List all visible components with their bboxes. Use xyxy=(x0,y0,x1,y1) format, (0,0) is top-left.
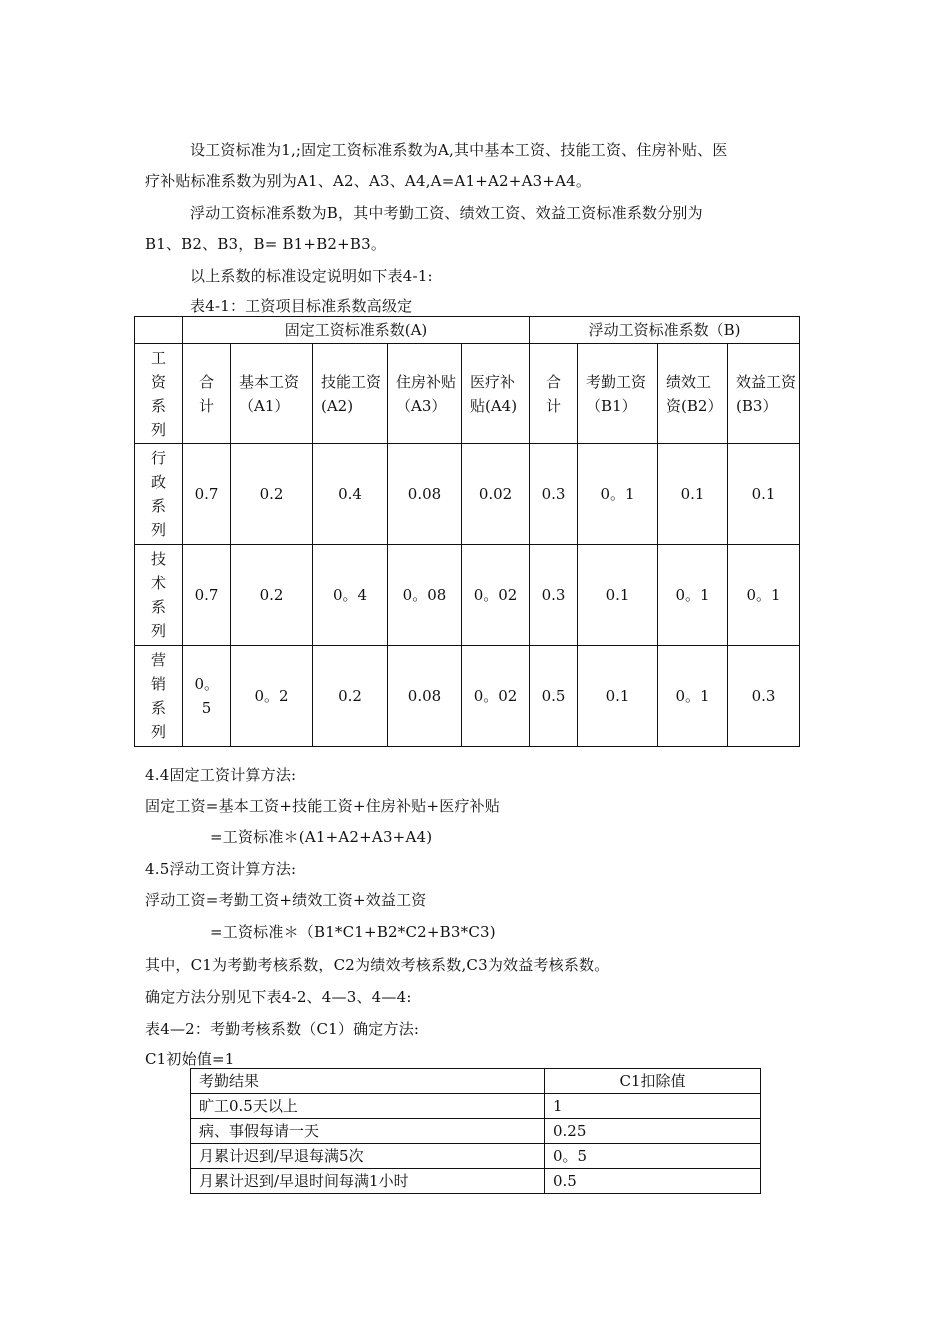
intro-paragraph-2-line-1: 浮动工资标准系数为B，其中考勤工资、绩效工资、效益工资标准系数分别为 xyxy=(190,204,703,222)
table1-cell: 0。2 xyxy=(231,646,313,747)
table1-cell: 0。1 xyxy=(578,444,658,545)
table1-cell: 0.02 xyxy=(462,444,530,545)
table1-cell: 0。1 xyxy=(658,545,728,646)
table-row xyxy=(191,1119,761,1144)
table1-col-total-b xyxy=(530,344,578,444)
table1-cell: 0.7 xyxy=(183,545,231,646)
table1-cell: 0.1 xyxy=(728,444,800,545)
table1-cell: 0.1 xyxy=(658,444,728,545)
table1-cell xyxy=(183,646,231,747)
table1-corner-cell xyxy=(135,317,183,344)
table1-group-float: 浮动工资标准系数（B) xyxy=(530,317,800,344)
table1-row-name xyxy=(135,646,183,747)
table1-caption: 表4-1：工资项目标准系数高级定 xyxy=(190,297,413,315)
table1-row-header xyxy=(135,344,183,444)
table2-header-deduction: C1扣除值 xyxy=(545,1069,761,1094)
intro-paragraph-1-line-2: 疗补贴标准系数为别为A1、A2、A3、A4,A=A1+A2+A3+A4。 xyxy=(145,172,592,190)
table2-result-cell: 月累计迟到/早退时间每满1小时 xyxy=(191,1169,545,1194)
table2-result-cell: 旷工0.5天以上 xyxy=(191,1094,545,1119)
table1-cell: 0。4 xyxy=(313,545,388,646)
intro-paragraph-2-line-2: B1、B2、B3，B= B1+B2+B3。 xyxy=(145,235,387,253)
table1-row-name-label: 技术系列 xyxy=(150,550,166,640)
table2-caption: 表4—2：考勤考核系数（C1）确定方法: xyxy=(145,1020,420,1038)
table1-cell: 0.08 xyxy=(388,646,462,747)
table1-col-a1: 基本工资（A1） xyxy=(231,344,313,444)
section-4-5-formula-2: =工资标准＊（B1*C1+B2*C2+B3*C3) xyxy=(210,923,496,941)
intro-paragraph-1-line-1: 设工资标准为1,;固定工资标准系数为A,其中基本工资、技能工资、住房补贴、医 xyxy=(190,141,728,159)
table2-deduction-cell: 0。5 xyxy=(545,1144,761,1169)
table2-result-cell: 月累计迟到/早退每满5次 xyxy=(191,1144,545,1169)
section-4-4-title: 4.4固定工资计算方法: xyxy=(145,766,297,784)
table1-cell: 0。08 xyxy=(388,545,462,646)
table1-cell: 0.2 xyxy=(231,545,313,646)
c1-initial-value: C1初始值=1 xyxy=(145,1050,235,1068)
section-4-5-formula-1: 浮动工资=考勤工资+绩效工资+效益工资 xyxy=(145,891,427,909)
table2-deduction-cell: 1 xyxy=(545,1094,761,1119)
table1-col-a3: 住房补贴（A3） xyxy=(388,344,462,444)
table1-col-total-a-label: 合计 xyxy=(198,372,214,415)
section-4-4-formula-2: =工资标准＊(A1+A2+A3+A4) xyxy=(210,828,433,846)
intro-paragraph-3: 以上系数的标准设定说明如下表4-1: xyxy=(190,267,433,285)
table-row xyxy=(191,1144,761,1169)
table1-cell: 0.5 xyxy=(530,646,578,747)
table1-row-name-label: 行政系列 xyxy=(150,449,166,539)
table2-result-cell: 病、事假每请一天 xyxy=(191,1119,545,1144)
table1-cell: 0。02 xyxy=(462,545,530,646)
table1-col-b1: 考勤工资（B1） xyxy=(578,344,658,444)
method-note: 确定方法分别见下表4-2、4—3、4—4: xyxy=(145,988,412,1006)
table1-cell-wrapped: 0。5 xyxy=(194,675,220,717)
table1-col-total-b-label: 合计 xyxy=(546,372,562,415)
table-row xyxy=(191,1169,761,1194)
table1-col-b3: 效益工资(B3） xyxy=(728,344,800,444)
table1-group-fixed: 固定工资标准系数(A) xyxy=(183,317,530,344)
table1-cell: 0.2 xyxy=(313,646,388,747)
attendance-coefficient-table xyxy=(190,1068,761,1194)
table1-cell: 0。1 xyxy=(658,646,728,747)
table1-col-total-a xyxy=(183,344,231,444)
table1-row-name xyxy=(135,545,183,646)
table1-cell: 0。1 xyxy=(728,545,800,646)
table1-cell: 0.2 xyxy=(231,444,313,545)
table1-row-header-label: 工资系列 xyxy=(150,348,166,439)
section-4-4-formula-1: 固定工资=基本工资+技能工资+住房补贴+医疗补贴 xyxy=(145,797,501,815)
table1-cell: 0.08 xyxy=(388,444,462,545)
table2-deduction-cell: 0.5 xyxy=(545,1169,761,1194)
table1-col-b2: 绩效工资(B2） xyxy=(658,344,728,444)
table1-row-sales xyxy=(135,646,800,747)
table1-cell: 0.1 xyxy=(578,646,658,747)
table1-cell: 0.7 xyxy=(183,444,231,545)
table2-deduction-cell: 0.25 xyxy=(545,1119,761,1144)
table1-cell: 0。02 xyxy=(462,646,530,747)
table1-cell: 0.1 xyxy=(578,545,658,646)
table1-cell: 0.4 xyxy=(313,444,388,545)
table1-row-name-label: 营销系列 xyxy=(150,651,166,741)
table1-col-a2: 技能工资(A2) xyxy=(313,344,388,444)
table1-cell: 0.3 xyxy=(728,646,800,747)
table1-row-tech xyxy=(135,545,800,646)
table1-cell: 0.3 xyxy=(530,545,578,646)
table1-col-a4: 医疗补贴(A4) xyxy=(462,344,530,444)
table1-row-admin xyxy=(135,444,800,545)
coefficient-note: 其中，C1为考勤考核系数，C2为绩效考核系数,C3为效益考核系数。 xyxy=(145,956,610,974)
table1-cell: 0.3 xyxy=(530,444,578,545)
table2-header-result: 考勤结果 xyxy=(191,1069,545,1094)
salary-coefficient-table xyxy=(134,316,800,747)
table-row xyxy=(191,1094,761,1119)
table1-row-name xyxy=(135,444,183,545)
section-4-5-title: 4.5浮动工资计算方法: xyxy=(145,860,297,878)
